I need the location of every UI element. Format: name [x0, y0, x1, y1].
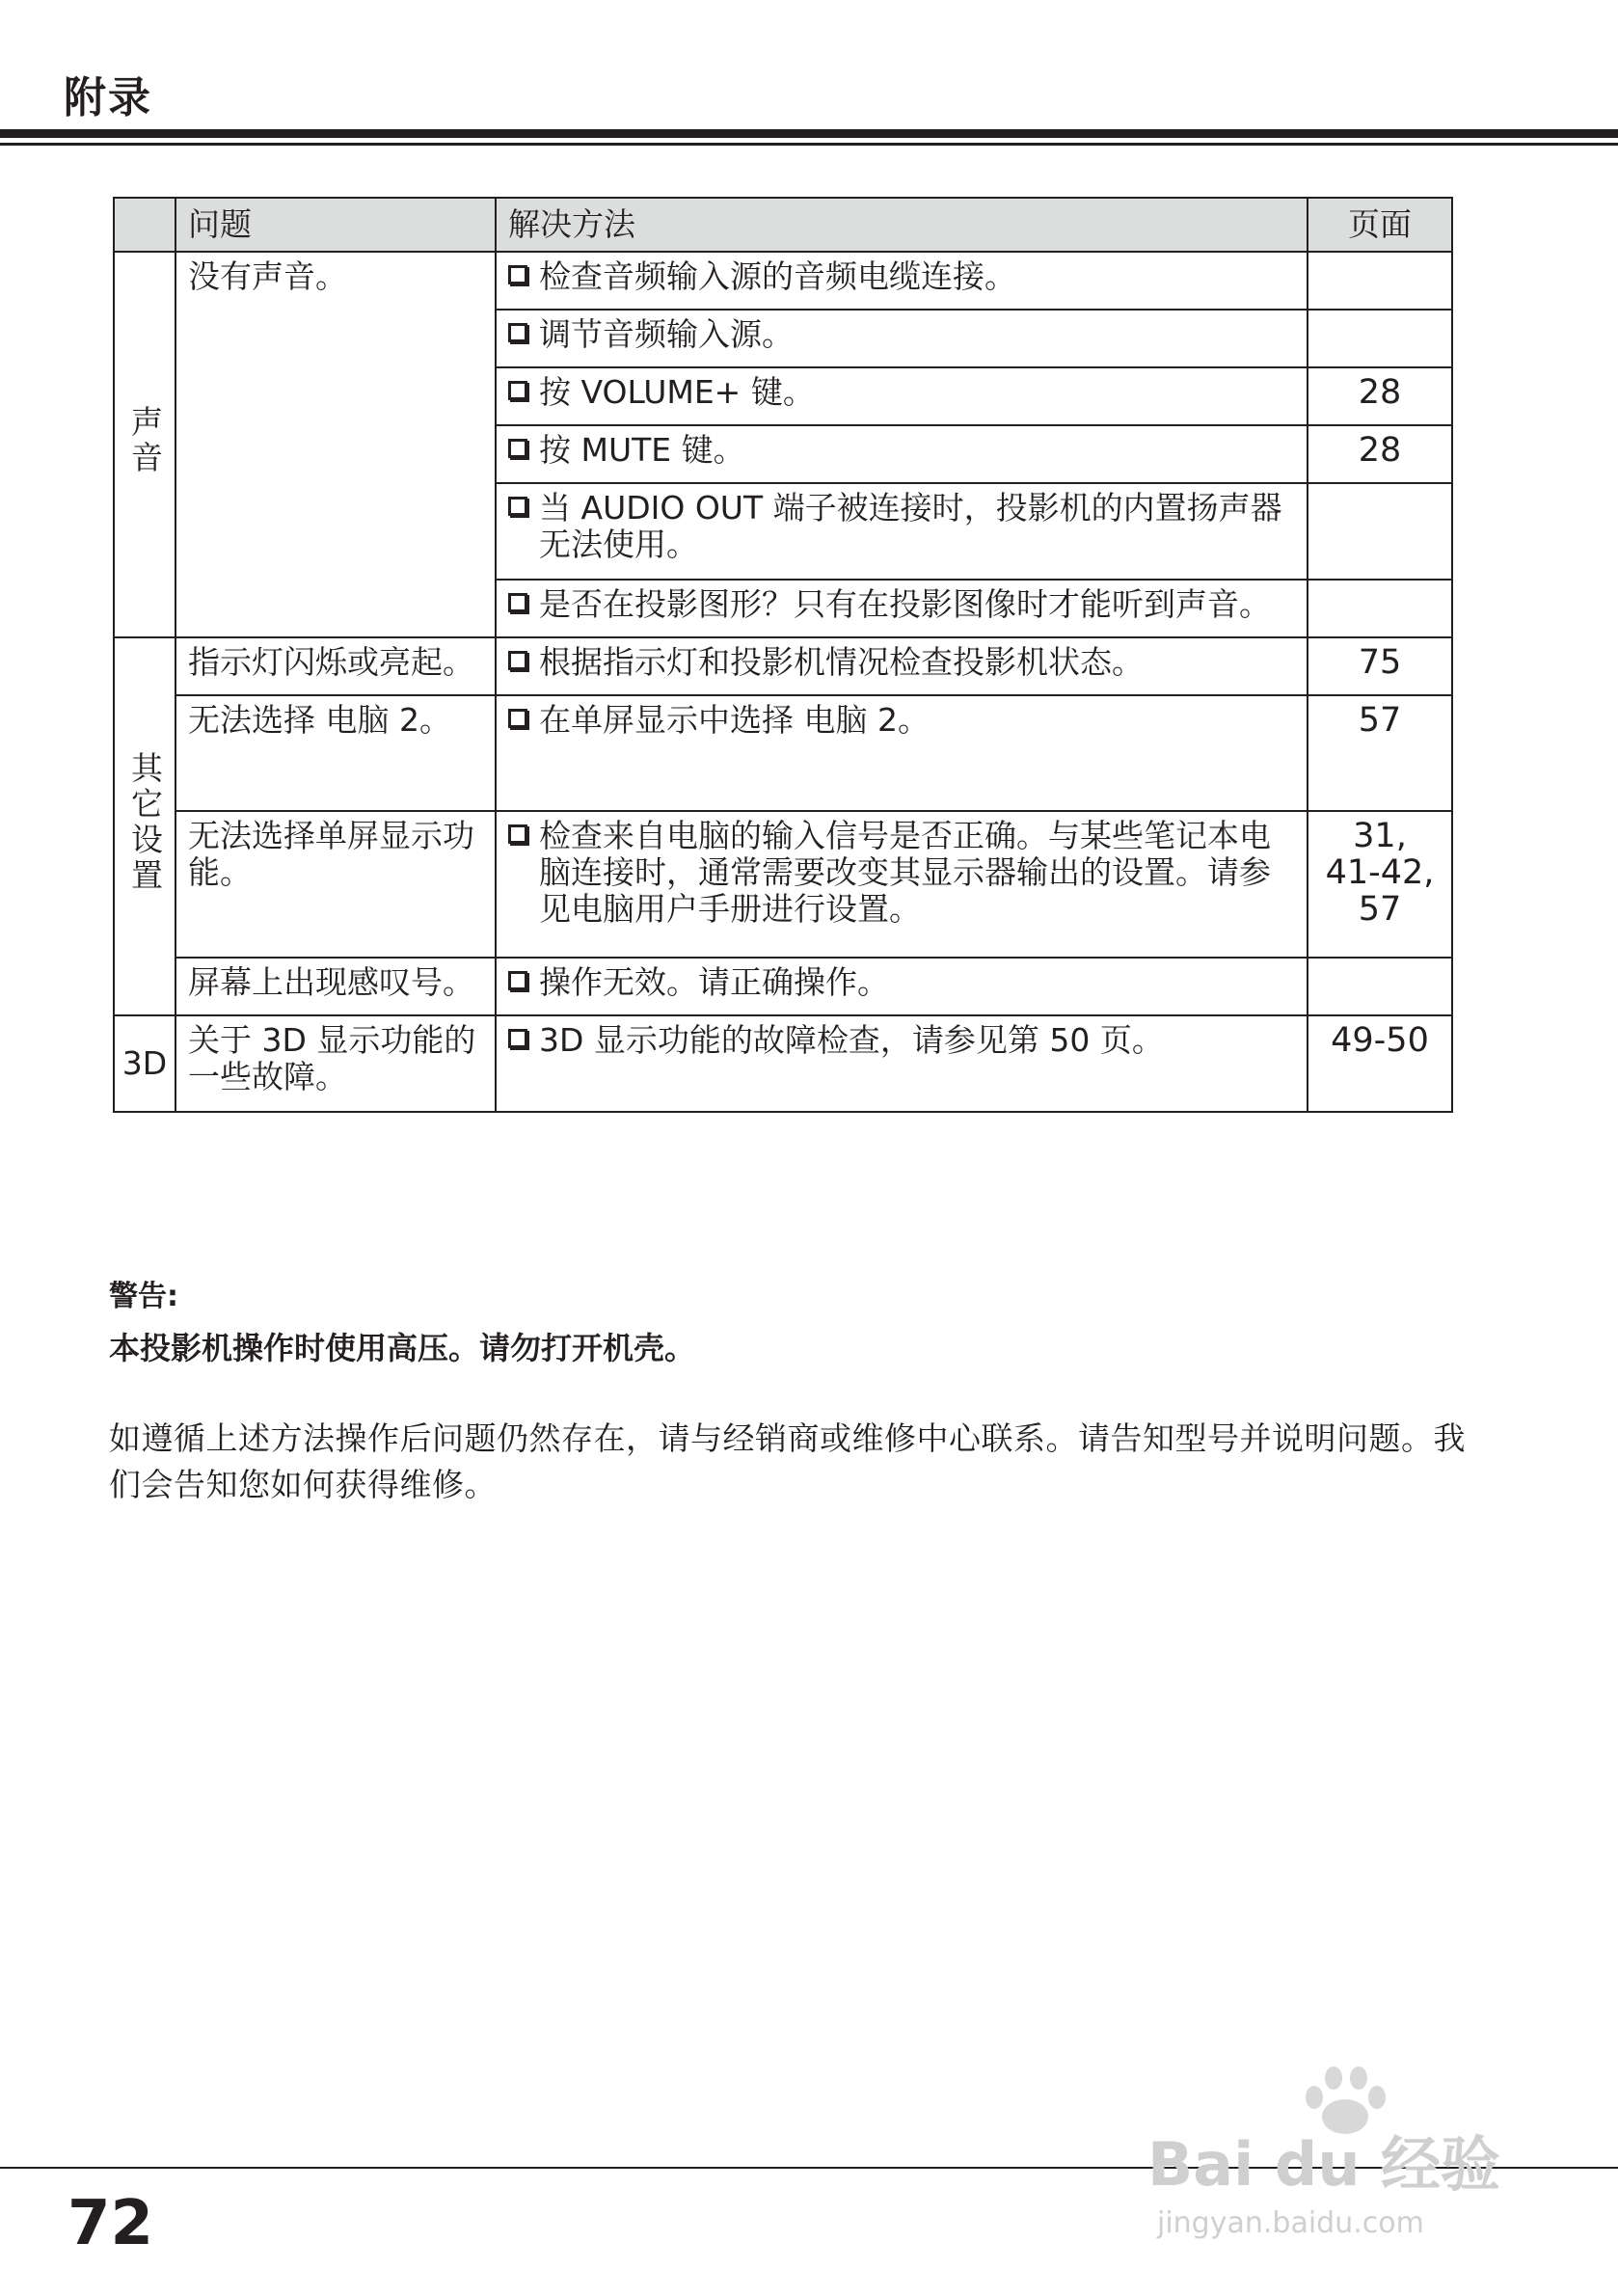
category-label-other: 其它设置 [126, 751, 164, 894]
warning-text: 本投影机操作时使用高压。请勿打开机壳。 [109, 1330, 696, 1366]
table-row [114, 637, 1452, 695]
checkbox-icon [508, 824, 527, 844]
warning-title: 警告: [109, 1280, 178, 1313]
problem-cell: 无法选择 电脑 2。 [175, 695, 496, 811]
table-header-row [114, 198, 1452, 252]
service-note: 如遵循上述方法操作后问题仍然存在，请与经销商或维修中心联系。请告知型号并说明问题。我们会告知您如何获得维修。 [109, 1419, 1466, 1503]
checkbox-icon [508, 1029, 527, 1048]
header-rule-thin [0, 143, 1618, 146]
solution-cell: 3D 显示功能的故障检查，请参见第 50 页。 [496, 1015, 1308, 1112]
troubleshooting-table [113, 197, 1453, 1113]
header-rule-thick [0, 129, 1618, 138]
watermark-url: jingyan.baidu.com [1157, 2206, 1424, 2240]
checkbox-icon [508, 651, 527, 670]
header-page: 页面 [1308, 198, 1452, 252]
page-cell: 28 [1308, 367, 1452, 425]
table-row [114, 811, 1452, 958]
solution-cell: 检查音频输入源的音频电缆连接。 [496, 252, 1308, 310]
page-number: 72 [67, 2188, 154, 2259]
solution-cell: 是否在投影图形？只有在投影图像时才能听到声音。 [496, 580, 1308, 637]
checkbox-icon [508, 265, 527, 284]
checkbox-icon [508, 497, 527, 516]
page-cell [1308, 483, 1452, 580]
problem-cell: 屏幕上出现感叹号。 [175, 958, 496, 1015]
checkbox-icon [508, 971, 527, 990]
table-row [114, 252, 1452, 310]
page-cell [1308, 252, 1452, 310]
solution-cell: 调节音频输入源。 [496, 310, 1308, 367]
problem-cell: 无法选择单屏显示功能。 [175, 811, 496, 958]
header-problem: 问题 [175, 198, 496, 252]
page-cell: 28 [1308, 425, 1452, 483]
solution-cell: 按 MUTE 键。 [496, 425, 1308, 483]
page-cell: 57 [1308, 695, 1452, 811]
page-cell: 49-50 [1308, 1015, 1452, 1112]
category-cell-sound [114, 252, 175, 637]
problem-cell: 指示灯闪烁或亮起。 [175, 637, 496, 695]
solution-cell: 在单屏显示中选择 电脑 2。 [496, 695, 1308, 811]
page-cell [1308, 580, 1452, 637]
page-cell [1308, 958, 1452, 1015]
category-cell-3d [114, 1015, 175, 1112]
table-row [114, 1015, 1452, 1112]
problem-cell: 没有声音。 [175, 252, 496, 637]
section-title: 附录 [64, 73, 152, 122]
watermark-brand: Bai du 经验 [1147, 2129, 1501, 2200]
watermark [1147, 2064, 1562, 2256]
checkbox-icon [508, 381, 527, 400]
checkbox-icon [508, 709, 527, 728]
page-cell: 31, 41-42, 57 [1308, 811, 1452, 958]
page-cell: 75 [1308, 637, 1452, 695]
solution-cell: 按 VOLUME+ 键。 [496, 367, 1308, 425]
solution-cell: 操作无效。请正确操作。 [496, 958, 1308, 1015]
checkbox-icon [508, 439, 527, 458]
header-solution: 解决方法 [496, 198, 1308, 252]
solution-cell: 根据指示灯和投影机情况检查投影机状态。 [496, 637, 1308, 695]
page-cell [1308, 310, 1452, 367]
checkbox-icon [508, 323, 527, 342]
category-label-sound: 声音 [126, 405, 164, 476]
category-cell-other [114, 637, 175, 1015]
solution-cell: 检查来自电脑的输入信号是否正确。与某些笔记本电脑连接时，通常需要改变其显示器输出的设置。请参见电脑用户手册进行设置。 [496, 811, 1308, 958]
problem-cell: 关于 3D 显示功能的一些故障。 [175, 1015, 496, 1112]
table-row [114, 695, 1452, 811]
table-row [114, 958, 1452, 1015]
category-label-3d: 3D [121, 1044, 168, 1082]
header-category [114, 198, 175, 252]
checkbox-icon [508, 593, 527, 612]
solution-cell: 当 AUDIO OUT 端子被连接时，投影机的内置扬声器无法使用。 [496, 483, 1308, 580]
